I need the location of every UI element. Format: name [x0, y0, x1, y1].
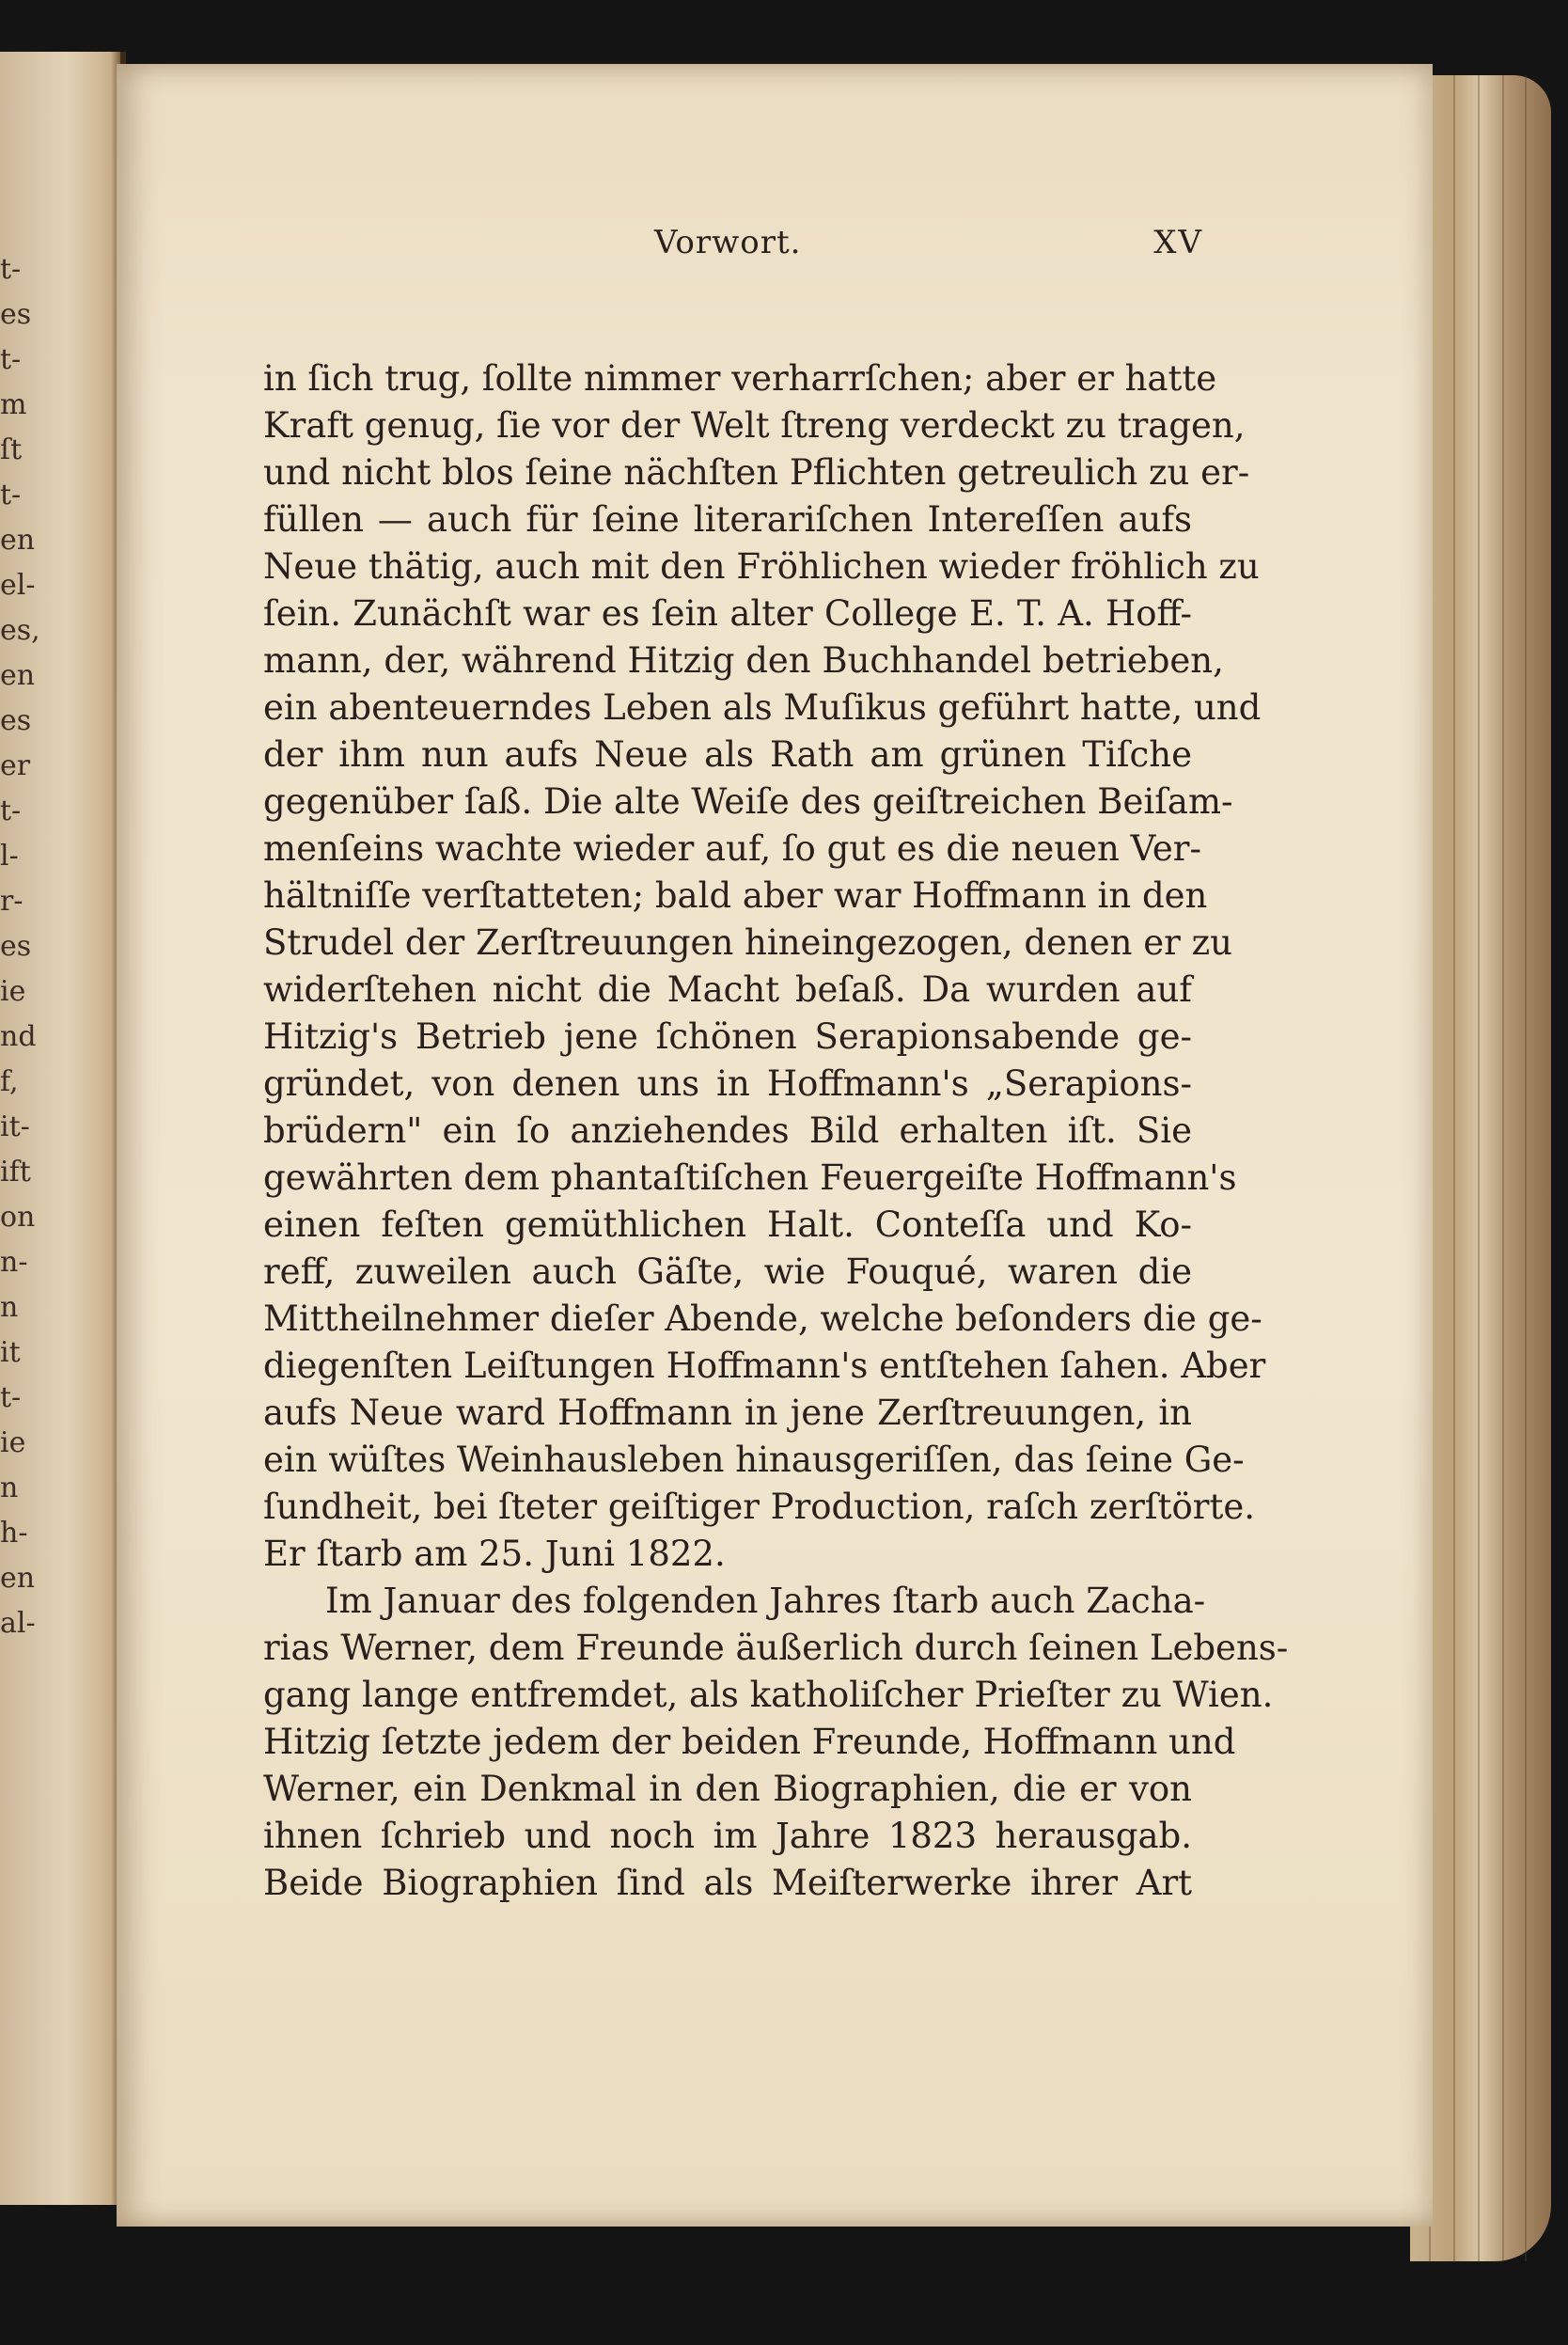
- text-line: aufs Neue ward Hoffmann in jene Zerſtreuungen, in: [263, 1393, 1192, 1433]
- left-page-fragment: n: [0, 1472, 19, 1504]
- text-line: brüdern" ein ſo anziehendes Bild erhalten iſt. Sie: [263, 1110, 1192, 1151]
- text-line: widerſtehen nicht die Macht beſaß. Da wurden auf: [263, 969, 1192, 1010]
- text-line: ein wüſtes Weinhausleben hinausgeriſſen, das ſeine Ge-: [263, 1440, 1245, 1480]
- text-line: Werner, ein Denkmal in den Biographien, die er von: [263, 1769, 1192, 1809]
- left-page-fragment: t-: [0, 479, 22, 511]
- left-page-fragment: ſt: [0, 433, 23, 466]
- left-page-fragment: h-: [0, 1517, 28, 1550]
- text-line: einen feſten gemüthlichen Halt. Conteſſa und Ko-: [263, 1204, 1192, 1245]
- text-line: rias Werner, dem Freunde äußerlich durch ſeinen Lebens-: [263, 1628, 1289, 1668]
- text-line: ein abenteuerndes Leben als Muſikus geführt hatte, und: [263, 687, 1262, 728]
- text-line: gründet, von denen uns in Hoffmann's „Serapions-: [263, 1063, 1192, 1104]
- left-page-fragment: al-: [0, 1607, 36, 1640]
- text-line: Strudel der Zerſtreuungen hineingezogen, denen er zu: [263, 922, 1232, 963]
- page-number: XV: [1153, 224, 1203, 261]
- text-line: Hitzig's Betrieb jene ſchönen Serapionsabende ge-: [263, 1016, 1192, 1057]
- text-line: gegenüber ſaß. Die alte Weiſe des geiſtreichen Beiſam-: [263, 781, 1233, 822]
- left-page-fragment: it: [0, 1336, 21, 1369]
- left-page-fragment: t-: [0, 343, 22, 376]
- left-page-fragment: nd: [0, 1020, 37, 1053]
- left-page-fragment: es: [0, 704, 32, 737]
- left-page-fragment: r-: [0, 885, 24, 918]
- text-line: Kraft genug, ſie vor der Welt ſtreng verdeckt zu tragen,: [263, 405, 1246, 446]
- body-text: [263, 355, 1289, 1907]
- left-page-fragment: en: [0, 1562, 36, 1595]
- left-page-fragment: ie: [0, 975, 26, 1008]
- text-line: füllen — auch für ſeine literariſchen Intereſſen aufs: [263, 499, 1192, 540]
- text-line: Mittheilnehmer dieſer Abende, welche beſonders die ge-: [263, 1298, 1262, 1339]
- left-page-fragment: el-: [0, 569, 36, 602]
- text-line: Beide Biographien ſind als Meiſterwerke ihrer Art: [263, 1863, 1192, 1903]
- text-line: gang lange entfremdet, als katholiſcher Prieſter zu Wien.: [263, 1675, 1274, 1715]
- text-line: gewährten dem phantaſtiſchen Feuergeiſte Hoffmann's: [263, 1157, 1237, 1198]
- left-page-fragment: es: [0, 930, 32, 963]
- text-line: ſundheit, bei ſteter geiſtiger Production, raſch zerſtörte.: [263, 1487, 1255, 1527]
- left-page-fragment: t-: [0, 1381, 22, 1414]
- left-page-fragment: en: [0, 659, 36, 692]
- text-line: ihnen ſchrieb und noch im Jahre 1823 herausgab.: [263, 1816, 1192, 1856]
- previous-page-edge: [0, 52, 126, 2205]
- left-page-fragment: l-: [0, 840, 19, 873]
- text-line: reff, zuweilen auch Gäſte, wie Fouqué, waren die: [263, 1251, 1192, 1292]
- left-page-fragment: f,: [0, 1065, 19, 1098]
- paragraph-first-line: Im Januar des folgenden Jahres ſtarb auch Zacha-: [325, 1581, 1206, 1621]
- text-line: Hitzig ſetzte jedem der beiden Freunde, Hoffmann und: [263, 1722, 1236, 1762]
- text-line: menſeins wachte wieder auf, ſo gut es die neuen Ver-: [263, 828, 1201, 869]
- left-page-fragment: ift: [0, 1156, 31, 1188]
- left-page-fragment: er: [0, 749, 31, 782]
- text-line: ſein. Zunächſt war es ſein alter College E. T. A. Hoff-: [263, 593, 1192, 634]
- left-page-fragment: t-: [0, 795, 22, 827]
- left-page-fragment: m: [0, 388, 27, 421]
- left-page-fragment: es,: [0, 614, 40, 647]
- text-line: hältniſſe verſtatteten; bald aber war Hoffmann in den: [263, 875, 1208, 916]
- left-page-fragment: t-: [0, 253, 22, 286]
- left-page-fragment: es: [0, 298, 32, 331]
- left-page-fragment: n: [0, 1291, 19, 1324]
- running-head: [541, 214, 1203, 271]
- running-title: Vorwort.: [654, 224, 802, 261]
- text-line: und nicht blos ſeine nächſten Pflichten getreulich zu er-: [263, 452, 1250, 493]
- text-line: mann, der, während Hitzig den Buchhandel betrieben,: [263, 640, 1224, 681]
- left-page-fragment: n-: [0, 1246, 28, 1279]
- paragraph-last-line: Er ſtarb am 25. Juni 1822.: [263, 1534, 726, 1574]
- left-page-fragment: it-: [0, 1110, 30, 1143]
- text-line: in ſich trug, ſollte nimmer verharrſchen; aber er hatte: [263, 358, 1217, 399]
- text-line: diegenſten Leiſtungen Hoffmann's entſtehen ſahen. Aber: [263, 1346, 1266, 1386]
- left-page-fragment: on: [0, 1201, 36, 1234]
- left-page-fragment: ie: [0, 1426, 26, 1459]
- text-line: der ihm nun aufs Neue als Rath am grünen Tiſche: [263, 734, 1192, 775]
- text-line: Neue thätig, auch mit den Fröhlichen wieder fröhlich zu: [263, 546, 1260, 587]
- left-page-fragment: en: [0, 524, 36, 557]
